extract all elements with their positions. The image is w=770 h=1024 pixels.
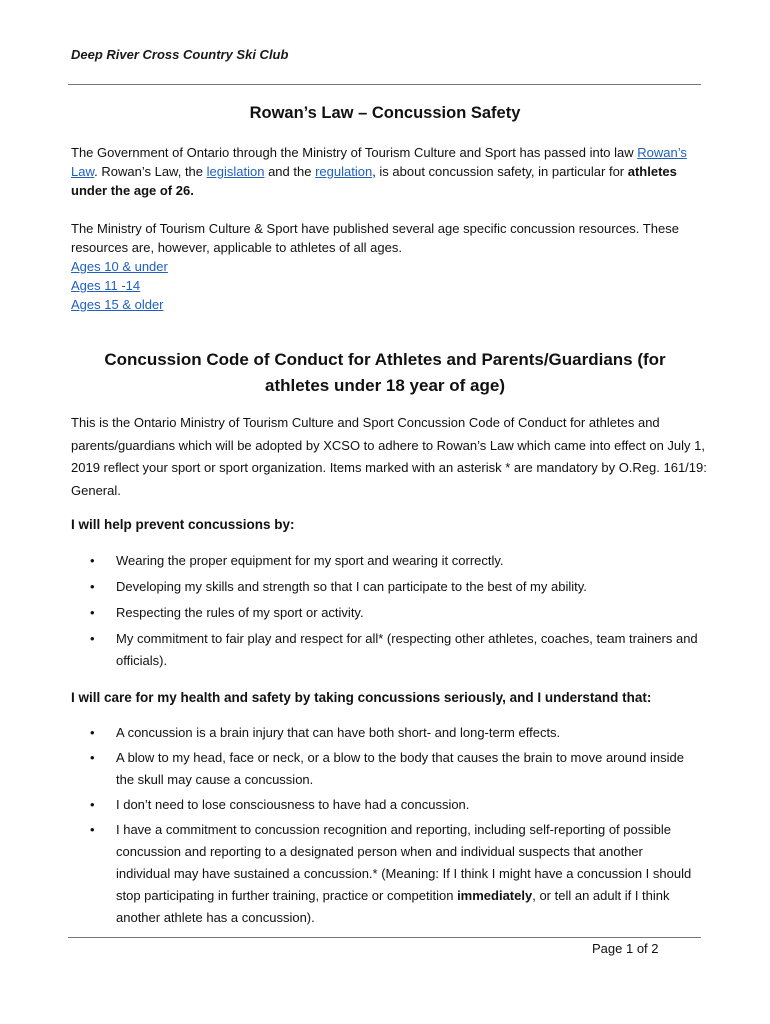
list-item-text: My commitment to fair play and respect for all* (respecting other athletes, coaches, team trainers and officials). <box>116 631 698 668</box>
footer-divider <box>68 937 701 938</box>
bullet-icon: • <box>90 725 95 740</box>
ages-10-under-link[interactable]: Ages 10 & under <box>71 259 168 274</box>
list-item-text: Developing my skills and strength so that I can participate to the best of my ability. <box>116 579 587 594</box>
rowans-law-link[interactable]: Rowan’s Law <box>71 145 687 179</box>
list-item-text-end: , or tell an adult if I think another athlete has a concussion). <box>116 888 670 925</box>
intro-text-1: The Government of Ontario through the Ministry of Tourism Culture and Sport has passed into law <box>71 145 638 160</box>
section2-title: Concussion Code of Conduct for Athletes and Parents/Guardians (for athletes under 18 year of age) <box>104 350 666 395</box>
list-item-text: A blow to my head, face or neck, or a blow to the body that causes the brain to move around inside the skull may cause a concussion. <box>116 750 685 787</box>
page-number: Page 1 of 2 <box>592 941 659 956</box>
intro-text-2: . Rowan’s Law, the <box>94 164 207 179</box>
care-heading: I will care for my health and safety by taking concussions seriously, and I understand that: <box>71 690 652 705</box>
list-item <box>90 550 700 572</box>
list-item <box>90 819 700 929</box>
list-item <box>90 576 700 598</box>
bullet-icon: • <box>90 631 95 646</box>
list-item-text: I don’t need to lose consciousness to have had a concussion. <box>116 797 470 812</box>
list-item <box>90 747 700 791</box>
resources-paragraph: The Ministry of Tourism Culture & Sport have published several age specific concussion resources. These resources are, however, applicable to athletes of all ages. <box>71 221 679 255</box>
prevent-list <box>90 550 700 676</box>
list-item <box>90 602 700 624</box>
bullet-icon: • <box>90 579 95 594</box>
list-item-text: A concussion is a brain injury that can have both short- and long-term effects. <box>116 725 561 740</box>
immediately-bold: immediately <box>457 888 533 903</box>
list-item <box>90 628 700 672</box>
ages-11-14-link[interactable]: Ages 11 -14 <box>71 278 141 293</box>
bullet-icon: • <box>90 822 95 837</box>
section1-intro-paragraph <box>71 143 711 200</box>
intro-bold-athletes: athletes under the age of 26. <box>71 164 677 198</box>
ages-15-older-link[interactable]: Ages 15 & older <box>71 297 164 312</box>
section2-intro-paragraph: This is the Ontario Ministry of Tourism Culture and Sport Concussion Code of Conduct for athletes and parents/guardians which will be adopted by XCSO to adhere to Rowan’s Law which came into effect on July 1, 2019 reflect your sport or sport organization. Items marked with an asterisk * are mandatory by O.Reg. 161/19: General. <box>71 415 707 498</box>
bullet-icon: • <box>90 553 95 568</box>
legislation-link[interactable]: legislation <box>206 164 265 179</box>
prevent-heading: I will help prevent concussions by: <box>71 517 295 532</box>
intro-text-3: and the <box>264 164 316 179</box>
bullet-icon: • <box>90 605 95 620</box>
bullet-icon: • <box>90 797 95 812</box>
list-item-text: Wearing the proper equipment for my sport and wearing it correctly. <box>116 553 504 568</box>
header-club-name: Deep River Cross Country Ski Club <box>71 47 289 62</box>
bullet-icon: • <box>90 750 95 765</box>
list-item <box>90 794 700 816</box>
age-resource-links <box>71 257 168 314</box>
list-item-text: Respecting the rules of my sport or activity. <box>116 605 364 620</box>
section1-title: Rowan’s Law – Concussion Safety <box>249 104 521 122</box>
intro-text-4: , is about concussion safety, in particular for <box>372 164 628 179</box>
list-item-text: I have a commitment to concussion recognition and reporting, including self-reporting of possible concussion and reporting to a designated person when and individual suspects that another individual may have sustained a concussion.* (Meaning: If I think I might have a concussion I should stop participating in further training, practice or competition <box>116 822 692 903</box>
care-list <box>90 722 700 932</box>
list-item <box>90 722 700 744</box>
header-divider <box>68 84 701 85</box>
regulation-link[interactable]: regulation <box>315 164 373 179</box>
